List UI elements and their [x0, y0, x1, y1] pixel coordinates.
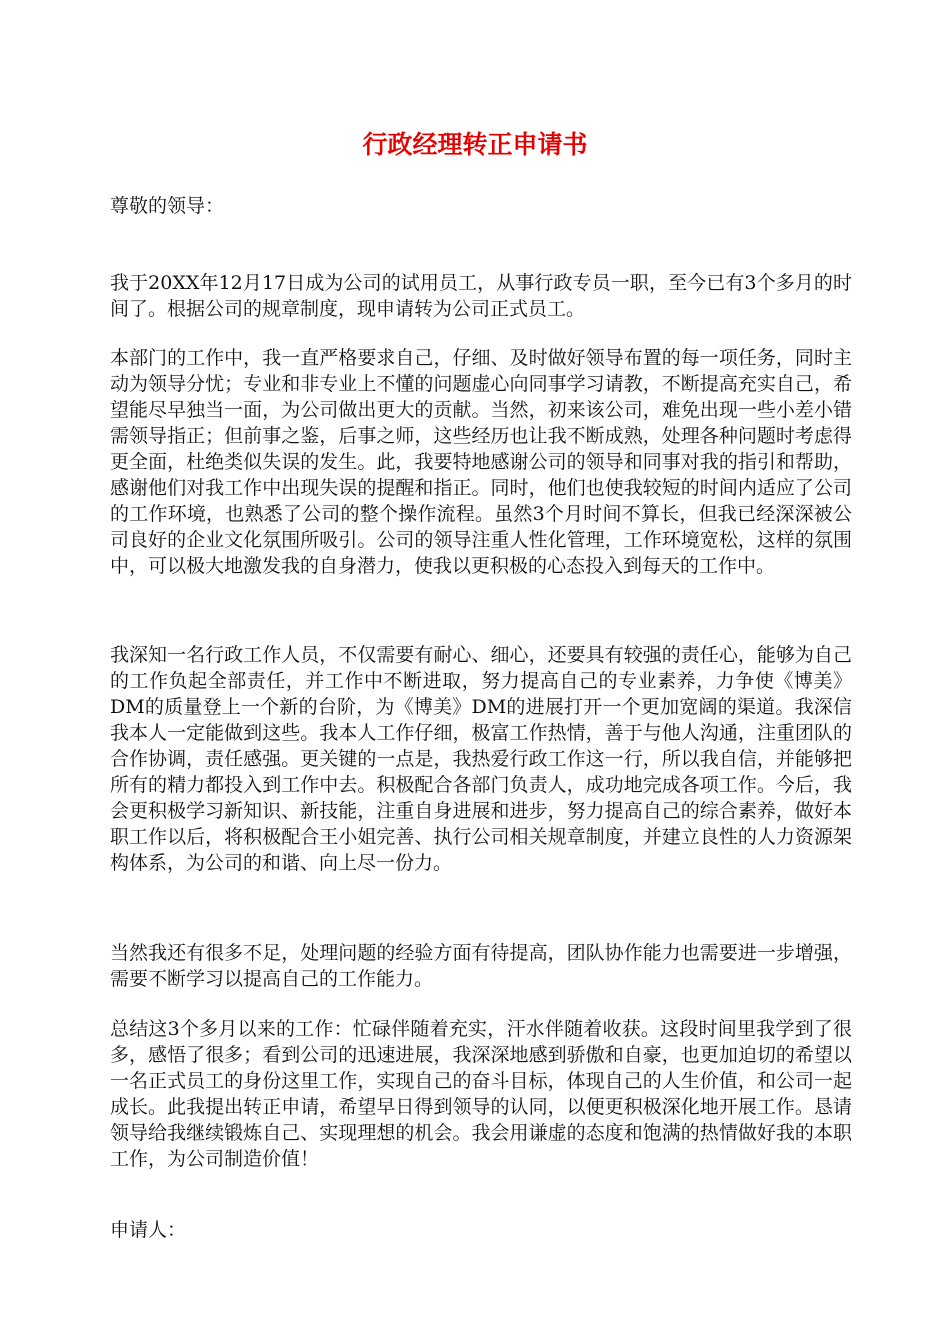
applicant-signature-label: 申请人：	[110, 1219, 187, 1241]
paragraph-4: 当然我还有很多不足，处理问题的经验方面有待提高，团队协作能力也需要进一步增强，需要不断学习以提高自己的工作能力。	[110, 942, 852, 990]
document-title: 行政经理转正申请书	[362, 130, 588, 159]
paragraph-2: 本部门的工作中，我一直严格要求自己，仔细、及时做好领导布置的每一项任务，同时主动为领导分忧；专业和非专业上不懂的问题虚心向同事学习请教，不断提高充实自己，希望能尽早独当一面，为公司做出更大的贡献。当然，初来该公司，难免出现一些小差小错需领导指正；但前事之鉴，后事之师，这些经历也让我不断成熟，处理各种问题时考虑得更全面，杜绝类似失误的发生。此，我要特地感谢公司的领导和同事对我的指引和帮助，感谢他们对我工作中出现失误的提醒和指正。同时，他们也使我较短的时间内适应了公司的工作环境，也熟悉了公司的整个操作流程。虽然3个月时间不算长，但我已经深深被公司良好的企业文化氛围所吸引。公司的领导注重人性化管理，工作环境宽松，这样的氛围中，可以极大地激发我的自身潜力，使我以更积极的心态投入到每天的工作中。	[110, 347, 852, 577]
paragraph-5: 总结这3个多月以来的工作：忙碌伴随着充实，汗水伴随着收获。这段时间里我学到了很多，感悟了很多；看到公司的迅速进展，我深深地感到骄傲和自豪，也更加迫切的希望以一名正式员工的身份这里工作，实现自己的奋斗目标，体现自己的人生价值，和公司一起成长。此我提出转正申请，希望早日得到领导的认同，以便更积极深化地开展工作。恳请领导给我继续锻炼自己、实现理想的机会。我会用谦虚的态度和饱满的热情做好我的本职工作，为公司制造价值！	[110, 1018, 852, 1170]
greeting: 尊敬的领导：	[110, 195, 225, 217]
paragraph-3: 我深知一名行政工作人员，不仅需要有耐心、细心，还要具有较强的责任心，能够为自己的工作负起全部责任，并工作中不断进取，努力提高自己的专业素养，力争使《博美》DM的质量登上一个新的台阶，为《博美》DM的进展打开一个更加宽阔的渠道。我深信我本人一定能做到这些。我本人工作仔细，极富工作热情，善于与他人沟通，注重团队的合作协调，责任感强。更关键的一点是，我热爱行政工作这一行，所以我自信，并能够把所有的精力都投入到工作中去。积极配合各部门负责人，成功地完成各项工作。今后，我会更积极学习新知识、新技能，注重自身进展和进步，努力提高自己的综合素养，做好本职工作以后，将积极配合王小姐完善、执行公司相关规章制度，并建立良性的人力资源架构体系，为公司的和谐、向上尽一份力。	[110, 644, 852, 874]
paragraph-1: 我于20XX年12月17日成为公司的试用员工，从事行政专员一职，至今已有3个多月的时间了。根据公司的规章制度，现申请转为公司正式员工。	[110, 272, 852, 320]
